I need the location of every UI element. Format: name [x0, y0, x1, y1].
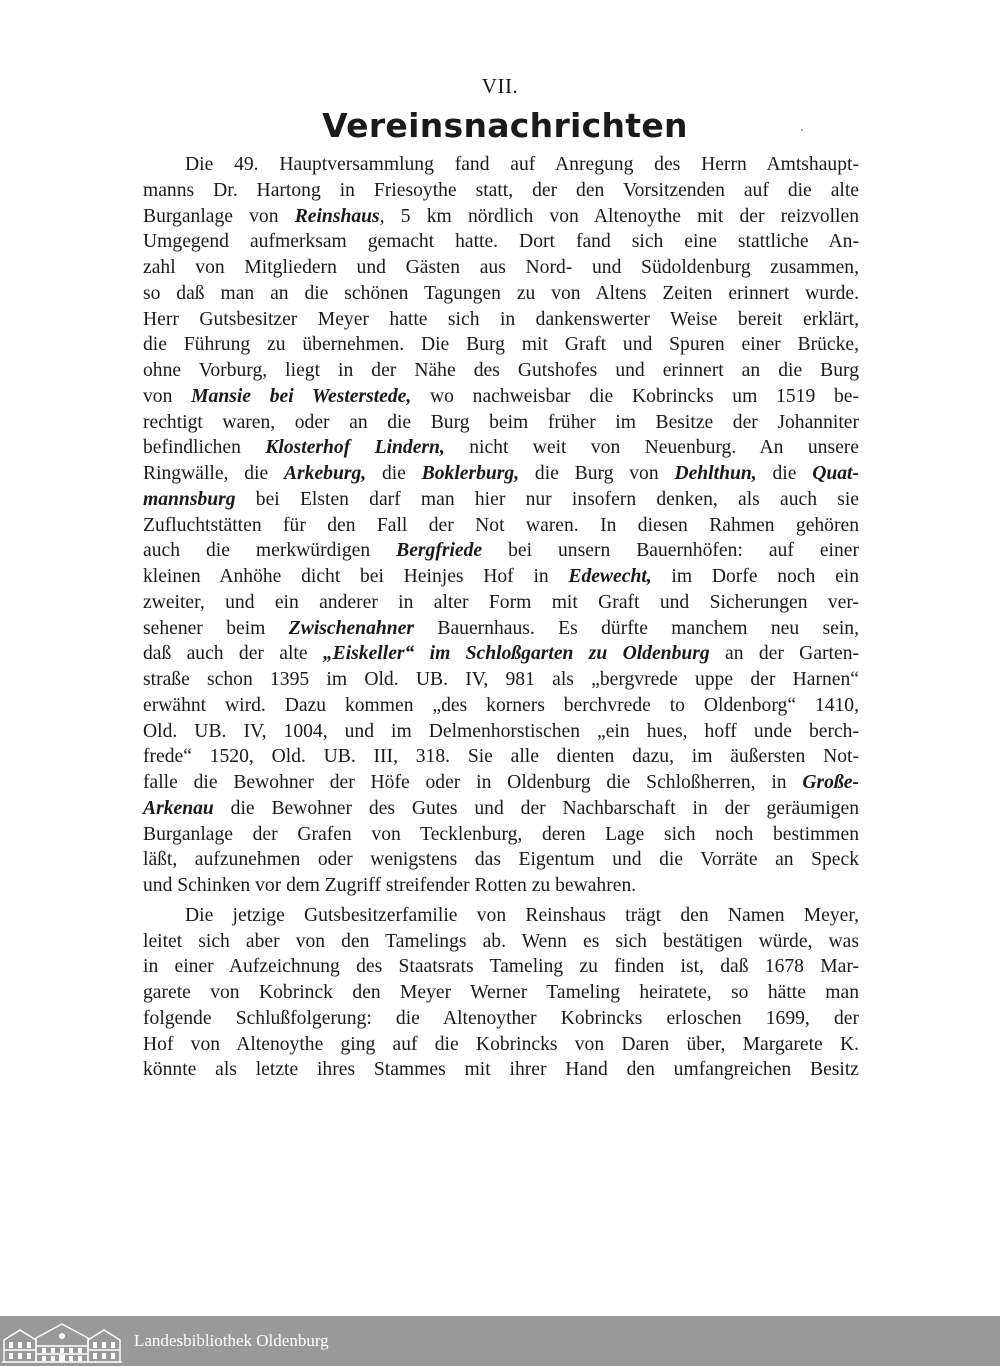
text-run: Burganlage von	[143, 205, 295, 227]
text-run: von	[143, 385, 192, 407]
text-run: könnte als letzte ihres Stammes mit ihrer Hand den umfangreichen Besitz	[143, 1059, 859, 1081]
text-run: straße schon 1395 im Old. UB. IV, 981 als „bergvrede uppe der Harnen“	[143, 669, 859, 690]
text-line	[143, 980, 859, 1006]
library-footer	[0, 1316, 1000, 1366]
text-run: manns Dr. Hartong in Friesoythe statt, der den Vorsitzenden auf die alte	[143, 179, 859, 201]
text-line	[143, 822, 859, 848]
text-run: kleinen Anhöhe dicht bei Heinjes Hof in	[143, 566, 569, 587]
text-run: falle die Bewohner der Höfe oder in Oldenburg die Schloßherren, in	[143, 772, 803, 793]
text-line	[143, 384, 859, 410]
text-run: zweiter, und ein anderer in alter Form mit Graft und Sicherungen ver-	[143, 591, 859, 613]
text-run: die Bewohner des Gutes und der Nachbarschaft in der geräumigen	[213, 797, 859, 819]
text-line	[143, 204, 859, 230]
text-run: Die jetzige Gutsbesitzerfamilie von Reinshaus trägt den Namen Meyer,	[185, 904, 859, 926]
text-line	[143, 903, 859, 929]
text-run: im Dorfe noch ein	[651, 566, 860, 587]
text-line	[143, 929, 859, 955]
text-run: Bauernhaus. Es dürfte manchem neu sein,	[414, 617, 859, 639]
text-run: befindlichen	[143, 437, 266, 459]
text-run: Ringwälle, die	[143, 463, 284, 484]
emphasis-text: Quat-	[812, 463, 860, 484]
text-run: an der Garten-	[709, 643, 860, 665]
emphasis-text: Große-	[802, 772, 859, 793]
emphasis-text: Zwischenahner	[288, 617, 414, 639]
text-run: Burganlage der Grafen von Tecklenburg, deren Lage sich noch bestimmen	[143, 823, 859, 845]
text-run: bei Elsten darf man hier nur insofern denken, als auch sie	[235, 488, 859, 510]
text-run: sehener beim	[143, 617, 289, 639]
text-run: frede“ 1520, Old. UB. III, 318. Sie alle dienten dazu, im äußersten Not-	[143, 746, 859, 768]
text-line	[143, 954, 859, 980]
text-run: läßt, aufzunehmen oder wenigstens das Eigentum und die Vorräte an Speck	[143, 849, 859, 871]
text-line	[143, 616, 859, 642]
text-line	[143, 538, 859, 564]
text-run: wo nachweisbar die Kobrincks um 1519 be-	[411, 385, 859, 407]
text-line	[143, 410, 859, 436]
text-line	[143, 1006, 859, 1032]
text-run: Zufluchtstätten für den Fall der Not waren. In diesen Rahmen gehören	[143, 514, 859, 536]
text-run: ohne Vorburg, liegt in der Nähe des Gutshofes und erinnert an die Burg	[143, 360, 859, 381]
body-text	[143, 152, 859, 1083]
library-building-icon	[0, 1316, 124, 1366]
text-line	[143, 229, 859, 255]
text-line	[143, 641, 859, 667]
text-run: Old. UB. IV, 1004, und im Delmenhorstischen „ein hues, hoff unde berch-	[143, 720, 859, 742]
text-run: Hof von Altenoythe ging auf die Kobrincks von Daren über, Margarete K.	[143, 1033, 859, 1055]
emphasis-text: Reinshaus	[294, 205, 380, 227]
emphasis-text: Bergfriede	[396, 540, 483, 562]
emphasis-text: Edewecht,	[568, 566, 652, 587]
text-run: die	[366, 463, 422, 484]
text-run: rechtigt waren, oder an die Burg beim früher im Besitze der Johanniter	[143, 411, 859, 433]
text-line	[143, 564, 859, 590]
text-line	[143, 178, 859, 204]
text-run: die Burg von	[519, 463, 675, 484]
text-run: Umgegend aufmerksam gemacht hatte. Dort fand sich eine stattliche An-	[143, 231, 859, 253]
text-line	[143, 332, 859, 358]
text-line	[143, 873, 859, 899]
text-line	[143, 1057, 859, 1083]
text-run: auch die merkwürdigen	[143, 540, 397, 562]
text-line	[143, 487, 859, 513]
text-run: garete von Kobrinck den Meyer Werner Tameling heiratete, so hätte man	[143, 982, 859, 1003]
text-line	[143, 744, 859, 770]
text-line	[143, 847, 859, 873]
text-run: leitet sich aber von den Tamelings ab. Wenn es sich bestätigen würde, was	[143, 930, 859, 952]
text-line	[143, 770, 859, 796]
text-run: zahl von Mitgliedern und Gästen aus Nord- und Südoldenburg zusammen,	[143, 257, 859, 278]
text-line	[143, 307, 859, 333]
text-line	[143, 461, 859, 487]
emphasis-text: Dehlthun,	[674, 463, 757, 484]
text-line	[143, 693, 859, 719]
text-line	[143, 435, 859, 461]
text-run: erwähnt wird. Dazu kommen „des korners berchvrede to Oldenborg“ 1410,	[143, 694, 859, 716]
text-line	[143, 255, 859, 281]
library-name: Landesbibliothek Oldenburg	[134, 1331, 329, 1350]
text-run: bei unsern Bauernhöfen: auf einer	[482, 540, 859, 562]
text-line	[143, 667, 859, 693]
chapter-number: VII.	[481, 74, 519, 98]
text-run: nicht weit von Neuenburg. An unsere	[444, 437, 859, 459]
text-run: die Führung zu übernehmen. Die Burg mit Graft und Spuren einer Brücke,	[143, 334, 859, 356]
text-line	[143, 152, 859, 178]
text-run: folgende Schlußfolgerung: die Altenoyther Kobrincks erloschen 1699, der	[143, 1007, 859, 1029]
text-line	[143, 719, 859, 745]
text-run: daß auch der alte	[143, 643, 323, 665]
emphasis-text: Klosterhof Lindern,	[265, 437, 445, 459]
emphasis-text: Arkenau	[143, 797, 214, 819]
emphasis-text: Mansie bei Westerstede,	[191, 385, 412, 407]
scan-speck	[801, 129, 803, 131]
text-line	[143, 1032, 859, 1058]
text-line	[143, 358, 859, 384]
text-line	[143, 281, 859, 307]
emphasis-text: Arkeburg,	[283, 463, 367, 484]
text-line	[143, 796, 859, 822]
text-line	[143, 590, 859, 616]
text-run: in einer Aufzeichnung des Staatsrats Tameling zu finden ist, daß 1678 Mar-	[143, 956, 859, 978]
emphasis-text: „Eiskeller“ im Schloßgarten zu Oldenburg	[322, 643, 710, 665]
text-run: Herr Gutsbesitzer Meyer hatte sich in dankenswerter Weise bereit erklärt,	[143, 308, 859, 330]
emphasis-text: Boklerburg,	[421, 463, 520, 484]
text-run: , 5 km nördlich von Altenoythe mit der reizvollen	[379, 205, 859, 227]
text-run: so daß man an die schönen Tagungen zu von Altens Zeiten erinnert wurde.	[143, 282, 859, 304]
text-run: Die 49. Hauptversammlung fand auf Anregung des Herrn Amtshaupt-	[185, 154, 859, 175]
text-run: die	[756, 463, 813, 484]
emphasis-text: mannsburg	[143, 488, 236, 510]
text-run: und Schinken vor dem Zugriff streifender Rotten zu bewahren.	[143, 875, 637, 896]
page-title: Vereinsnachrichten	[322, 106, 688, 145]
text-line	[143, 513, 859, 539]
